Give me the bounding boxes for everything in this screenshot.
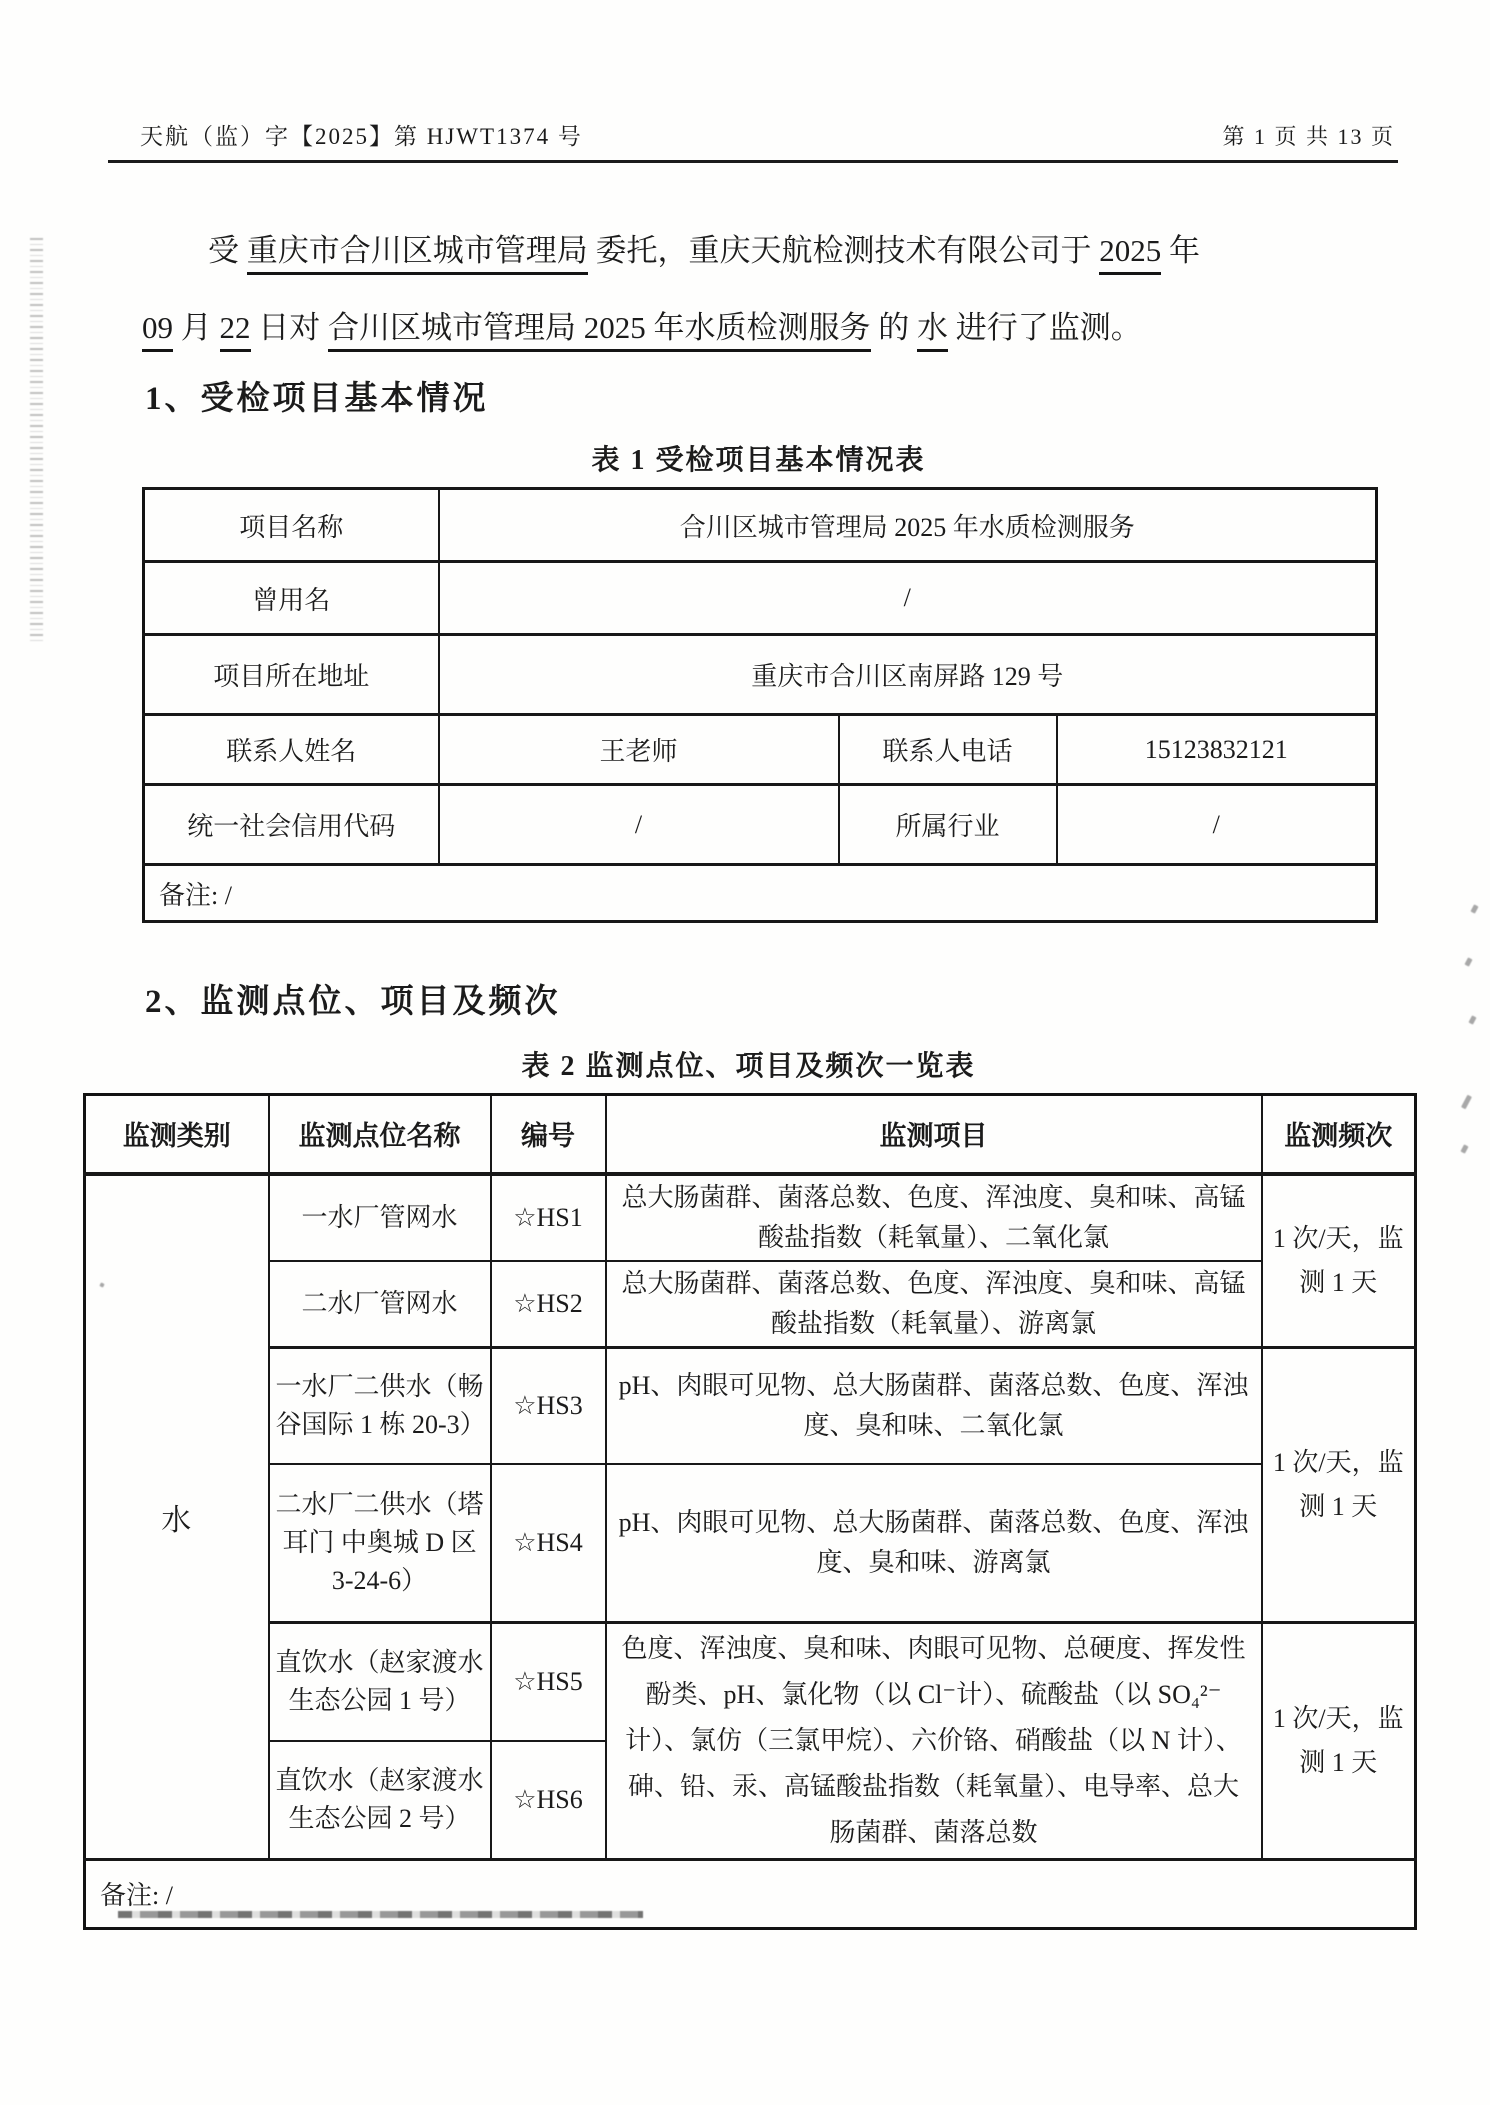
project-name-value: 合川区城市管理局 2025 年水质检测服务	[439, 489, 1377, 562]
monitor-point-hs3: 一水厂二供水（畅谷国际 1 栋 20-3）	[269, 1347, 491, 1464]
intro-text-segment: 2025	[1099, 233, 1161, 275]
scan-speck	[1460, 1144, 1468, 1153]
industry-label: 所属行业	[839, 785, 1057, 865]
monitor-point-hs1: 一水厂管网水	[269, 1174, 491, 1261]
col-header-category: 监测类别	[85, 1095, 269, 1174]
intro-text-segment: 09	[142, 310, 173, 352]
address-label: 项目所在地址	[144, 635, 439, 715]
scan-speck	[1461, 1095, 1472, 1110]
table-1-caption: 表 1 受检项目基本情况表	[591, 445, 926, 476]
frequency-group-2: 1 次/天，监测 1 天	[1262, 1347, 1416, 1622]
category-water: 水	[85, 1174, 269, 1860]
table-row	[144, 489, 1377, 562]
items-hs1: 总大肠菌群、菌落总数、色度、浑浊度、臭和味、高锰酸盐指数（耗氧量）、二氧化氯	[606, 1174, 1262, 1261]
table-row	[144, 635, 1377, 715]
intro-text-segment: 水	[917, 310, 948, 352]
intro-text-segment: 进行了监测。	[948, 310, 1142, 345]
contact-name-value: 王老师	[439, 715, 839, 785]
items-hs5-hs6: 色度、浑浊度、臭和味、肉眼可见物、总硬度、挥发性酚类、pH、氯化物（以 Cl⁻计）、硫酸盐（以 SO₄²⁻计）、氯仿（三氯甲烷）、六价铬、硝酸盐（以 N 计）、砷、铅、汞、高锰酸盐指数（耗氧量）、电导率、总大肠菌群、菌落总数	[606, 1622, 1262, 1859]
frequency-group-3: 1 次/天，监测 1 天	[1262, 1622, 1416, 1859]
header-rule	[108, 160, 1398, 163]
items-hs2: 总大肠菌群、菌落总数、色度、浑浊度、臭和味、高锰酸盐指数（耗氧量）、游离氯	[606, 1261, 1262, 1348]
items-hs3: pH、肉眼可见物、总大肠菌群、菌落总数、色度、浑浊度、臭和味、二氧化氯	[606, 1347, 1262, 1464]
code-hs3: ☆HS3	[491, 1347, 606, 1464]
basic-info-table	[142, 487, 1378, 923]
code-hs4: ☆HS4	[491, 1464, 606, 1622]
document-number: 天航（监）字【2025】第 HJWT1374 号	[140, 124, 583, 149]
scan-speck	[1470, 904, 1478, 913]
monitor-point-hs4: 二水厂二供水（塔耳门 中奥城 D 区 3-24-6）	[269, 1464, 491, 1622]
left-margin-scan-artifact	[30, 238, 43, 643]
col-header-frequency: 监测频次	[1262, 1095, 1416, 1174]
table-row	[85, 1261, 1416, 1348]
monitoring-points-table	[83, 1093, 1417, 1930]
intro-text-segment: 重庆市合川区城市管理局	[247, 233, 588, 275]
table-header-row	[85, 1095, 1416, 1174]
intro-paragraph	[142, 212, 1404, 366]
table-row	[144, 562, 1377, 635]
project-name-label: 项目名称	[144, 489, 439, 562]
intro-text-segment: 年	[1161, 233, 1200, 268]
code-hs6: ☆HS6	[491, 1741, 606, 1859]
table-row	[85, 1464, 1416, 1622]
table-row	[144, 715, 1377, 785]
intro-line-2	[142, 289, 1404, 366]
contact-phone-value: 15123832121	[1057, 715, 1377, 785]
intro-text-segment: 22	[220, 310, 251, 352]
intro-text-segment: 日对	[250, 310, 328, 345]
col-header-code: 编号	[491, 1095, 606, 1174]
monitor-point-hs5: 直饮水（赵家渡水生态公园 1 号）	[269, 1622, 491, 1741]
intro-text-segment: 合川区城市管理局 2025 年水质检测服务	[328, 310, 871, 352]
section-2-title: 2、监测点位、项目及频次	[145, 984, 561, 1020]
intro-text-segment: 委托，重庆天航检测技术有限公司于	[587, 233, 1100, 268]
section-1-title: 1、受检项目基本情况	[145, 381, 489, 417]
contact-name-label: 联系人姓名	[144, 715, 439, 785]
code-hs2: ☆HS2	[491, 1261, 606, 1348]
monitor-point-hs6: 直饮水（赵家渡水生态公园 2 号）	[269, 1741, 491, 1859]
credit-code-label: 统一社会信用代码	[144, 785, 439, 865]
items-hs4: pH、肉眼可见物、总大肠菌群、菌落总数、色度、浑浊度、臭和味、游离氯	[606, 1464, 1262, 1622]
intro-text-segment: 月	[173, 310, 220, 345]
industry-value: /	[1057, 785, 1377, 865]
intro-text-segment: 受	[208, 233, 247, 268]
intro-line-1	[142, 212, 1404, 289]
table-1-remark: 备注: /	[144, 865, 1377, 922]
monitor-point-hs2: 二水厂管网水	[269, 1261, 491, 1348]
bottom-scan-smudge	[118, 1911, 643, 1918]
code-hs5: ☆HS5	[491, 1622, 606, 1741]
credit-code-value: /	[439, 785, 839, 865]
table-row	[144, 865, 1377, 922]
page-indicator: 第 1 页 共 13 页	[1222, 124, 1395, 149]
table-row	[144, 785, 1377, 865]
intro-text-segment: 的	[870, 310, 917, 345]
table-2-caption: 表 2 监测点位、项目及频次一览表	[521, 1051, 976, 1082]
col-header-items: 监测项目	[606, 1095, 1262, 1174]
code-hs1: ☆HS1	[491, 1174, 606, 1261]
scan-speck	[1468, 1015, 1476, 1024]
address-value: 重庆市合川区南屏路 129 号	[439, 635, 1377, 715]
former-name-value: /	[439, 562, 1377, 635]
frequency-group-1: 1 次/天，监测 1 天	[1262, 1174, 1416, 1348]
table-row	[85, 1174, 1416, 1261]
former-name-label: 曾用名	[144, 562, 439, 635]
scan-speck	[1464, 957, 1472, 966]
contact-phone-label: 联系人电话	[839, 715, 1057, 785]
table-2-remark: 备注: /	[85, 1859, 1416, 1928]
col-header-point-name: 监测点位名称	[269, 1095, 491, 1174]
table-row	[85, 1622, 1416, 1741]
table-row	[85, 1347, 1416, 1464]
